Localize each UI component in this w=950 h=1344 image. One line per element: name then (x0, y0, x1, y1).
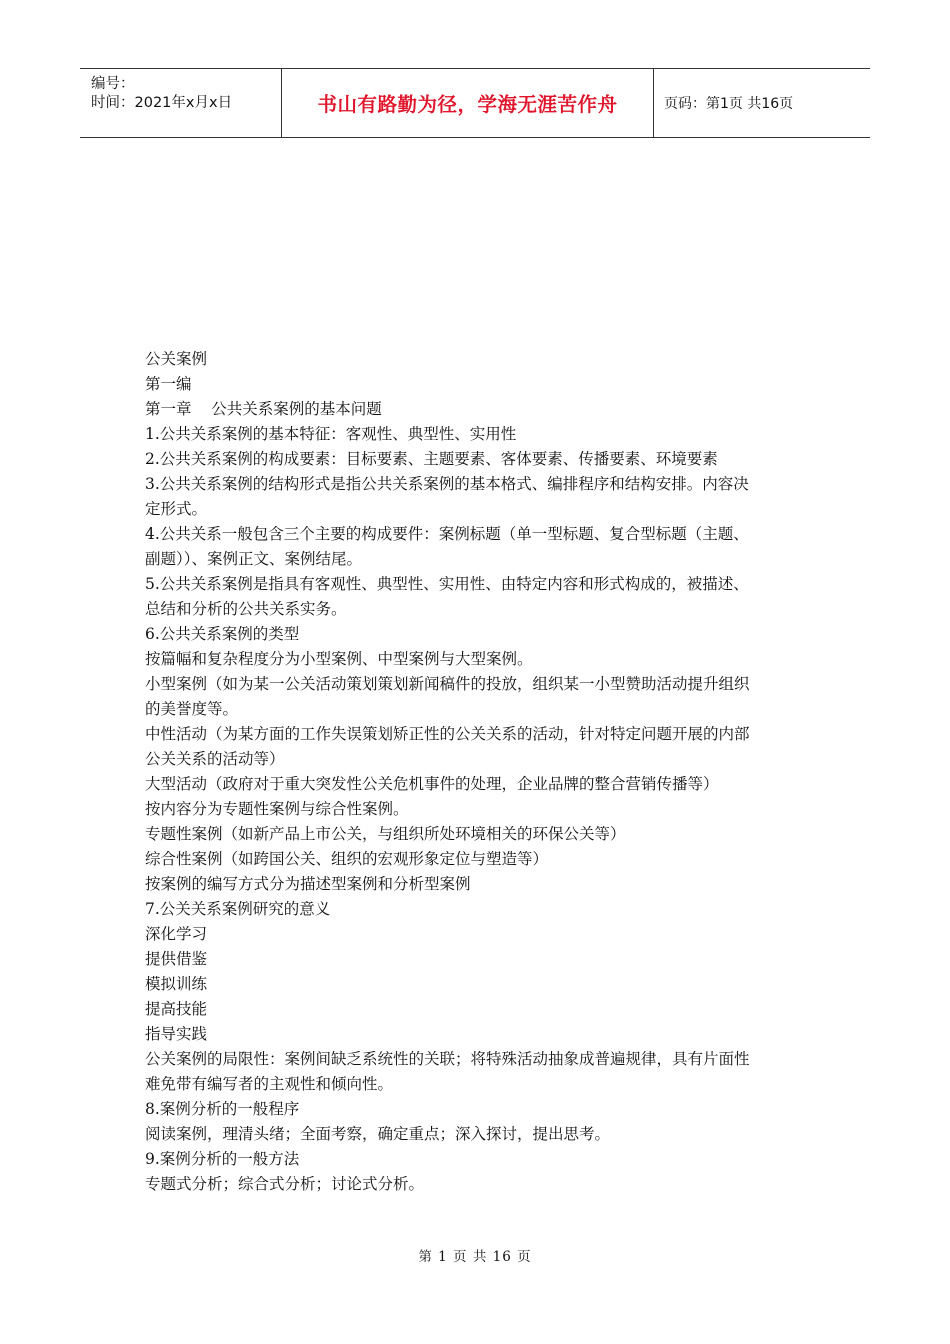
body-line: 6.公共关系案例的类型 (145, 625, 300, 643)
body-line: 的美誉度等。 (145, 700, 239, 718)
body-line: 模拟训练 (145, 975, 208, 993)
body-line: 公关关系的活动等） (145, 750, 285, 768)
time-label: 时间：2021年x月x日 (91, 95, 233, 111)
motto-text: 书山有路勤为径，学海无涯苦作舟 (317, 93, 618, 116)
body-line: 指导实践 (145, 1025, 208, 1043)
body-line: 定形式。 (145, 500, 208, 518)
header-page-cell (664, 69, 870, 137)
body-line: 按案例的编写方式分为描述型案例和分析型案例 (145, 875, 471, 893)
page-info: 页码：第1页 共16页 (664, 96, 794, 112)
body-line: 小型案例（如为某一公关活动策划策划新闻稿件的投放，组织某一小型赞助活动提升组织 (145, 675, 750, 693)
body-line: 大型活动（政府对于重大突发性公关危机事件的处理，企业品牌的整合营销传播等） (145, 775, 719, 793)
header-table (80, 68, 870, 138)
number-label: 编号： (91, 76, 135, 92)
body-line: 按内容分为专题性案例与综合性案例。 (145, 800, 409, 818)
body-line: 第一章 公共关系案例的基本问题 (145, 400, 382, 418)
body-line: 1.公共关系案例的基本特征：客观性、典型性、实用性 (145, 425, 517, 443)
body-line: 4.公共关系一般包含三个主要的构成要件：案例标题（单一型标题、复合型标题（主题、 (145, 525, 749, 543)
body-line: 公关案例 (145, 350, 208, 368)
header-motto-cell (282, 69, 654, 137)
body-line: 5.公共关系案例是指具有客观性、典型性、实用性、由特定内容和形式构成的，被描述、 (145, 575, 749, 593)
body-line: 8.案例分析的一般程序 (145, 1100, 300, 1118)
body-line: 综合性案例（如跨国公关、组织的宏观形象定位与塑造等） (145, 850, 549, 868)
header-meta-cell (80, 69, 282, 137)
body-line: 按篇幅和复杂程度分为小型案例、中型案例与大型案例。 (145, 650, 533, 668)
body-line: 公关案例的局限性：案例间缺乏系统性的关联；将特殊活动抽象成普遍规律，具有片面性 (145, 1050, 750, 1068)
body-line: 难免带有编写者的主观性和倾向性。 (145, 1075, 394, 1093)
body-line: 总结和分析的公共关系实务。 (145, 600, 347, 618)
body-line: 专题性案例（如新产品上市公关，与组织所处环境相关的环保公关等） (145, 825, 626, 843)
body-line: 2.公共关系案例的构成要素：目标要素、主题要素、客体要素、传播要素、环境要素 (145, 450, 718, 468)
body-line: 提供借鉴 (145, 950, 208, 968)
body-line: 7.公关关系案例研究的意义 (145, 900, 331, 918)
body-line: 9.案例分析的一般方法 (145, 1150, 300, 1168)
body-line: 3.公共关系案例的结构形式是指公共关系案例的基本格式、编排程序和结构安排。内容决 (145, 475, 749, 493)
body-line: 副题））、案例正文、案例结尾。 (145, 550, 363, 568)
page-footer: 第 1 页 共 16 页 (418, 1249, 532, 1265)
body-line: 阅读案例，理清头绪；全面考察，确定重点；深入探讨，提出思考。 (145, 1125, 611, 1143)
body-line: 中性活动（为某方面的工作失误策划矫正性的公关关系的活动，针对特定问题开展的内部 (145, 725, 750, 743)
body-line: 深化学习 (145, 925, 208, 943)
document-body (145, 347, 815, 1197)
body-line: 第一编 (145, 375, 192, 393)
body-line: 提高技能 (145, 1000, 208, 1018)
body-line: 专题式分析；综合式分析；讨论式分析。 (145, 1175, 425, 1193)
